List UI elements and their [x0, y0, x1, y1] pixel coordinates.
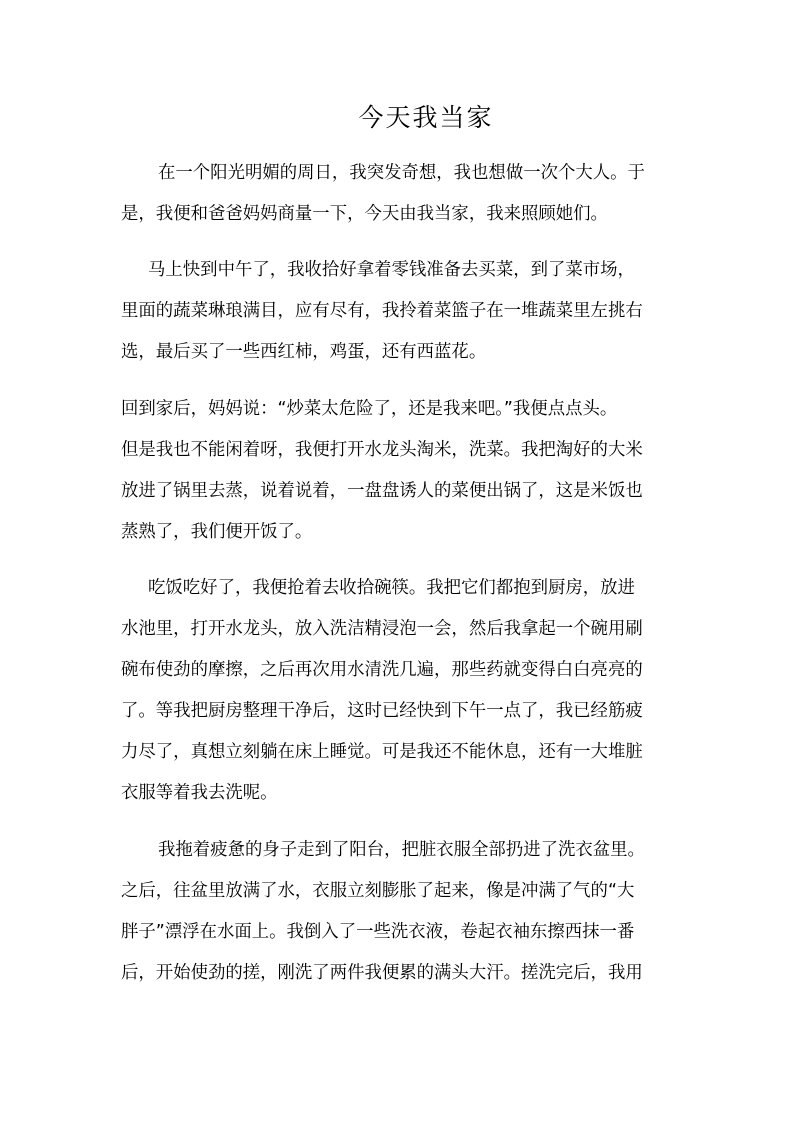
paragraph-5-line-1: 我拖着疲惫的身子走到了阳台，把脏衣服全部扔进了洗衣盆里。 — [158, 840, 645, 860]
paragraph-4-line-1: 吃饭吃好了，我便抢着去收拾碗筷。我把它们都抱到厨房，放进 — [148, 578, 635, 598]
paragraph-3-line-1: 回到家后，妈妈说：“炒菜太危险了，还是我来吧。”我便点点头。 — [121, 399, 618, 419]
paragraph-4-line-4: 了。等我把厨房整理干净后，这时已经快到下午一点了，我已经筋疲 — [121, 701, 643, 721]
paragraph-5-line-3: 胖子”漂浮在水面上。我倒入了一些洗衣液，卷起衣袖东擦西抹一番 — [121, 922, 635, 942]
paragraph-3-line-2: 但是我也不能闲着呀，我便打开水龙头淘米，洗菜。我把淘好的大米 — [121, 440, 643, 460]
paragraph-2-line-1: 马上快到中午了，我收拾好拿着零钱准备去买菜，到了菜市场， — [148, 260, 635, 280]
document-title: 今天我当家 — [358, 103, 494, 132]
paragraph-4-line-6: 衣服等着我去洗呢。 — [121, 783, 278, 803]
paragraph-3-line-3: 放进了锅里去蒸，说着说着，一盘盘诱人的菜便出锅了，这是米饭也 — [121, 481, 643, 501]
paragraph-4-line-2: 水池里，打开水龙头，放入洗洁精浸泡一会，然后我拿起一个碗用刷 — [121, 619, 643, 639]
paragraph-1-line-1: 在一个阳光明媚的周日，我突发奇想，我也想做一次个大人。于 — [158, 163, 645, 183]
paragraph-5-line-4: 后，开始使劲的搓，刚洗了两件我便累的满头大汗。搓洗完后，我用 — [121, 963, 643, 983]
paragraph-5-line-2: 之后，往盆里放满了水，衣服立刻膨胀了起来，像是冲满了气的“大 — [121, 881, 635, 901]
paragraph-1-line-2: 是，我便和爸爸妈妈商量一下，今天由我当家，我来照顾她们。 — [121, 204, 608, 224]
paragraph-2-line-3: 选，最后买了一些西红柿，鸡蛋，还有西蓝花。 — [121, 342, 487, 362]
paragraph-3-line-4: 蒸熟了，我们便开饭了。 — [121, 522, 313, 542]
paragraph-2-line-2: 里面的蔬菜琳琅满目，应有尽有，我拎着菜篮子在一堆蔬菜里左挑右 — [121, 301, 643, 321]
paragraph-4-line-5: 力尽了，真想立刻躺在床上睡觉。可是我还不能休息，还有一大堆脏 — [121, 742, 643, 762]
paragraph-4-line-3: 碗布使劲的摩擦，之后再次用水清洗几遍，那些药就变得白白亮亮的 — [121, 660, 643, 680]
